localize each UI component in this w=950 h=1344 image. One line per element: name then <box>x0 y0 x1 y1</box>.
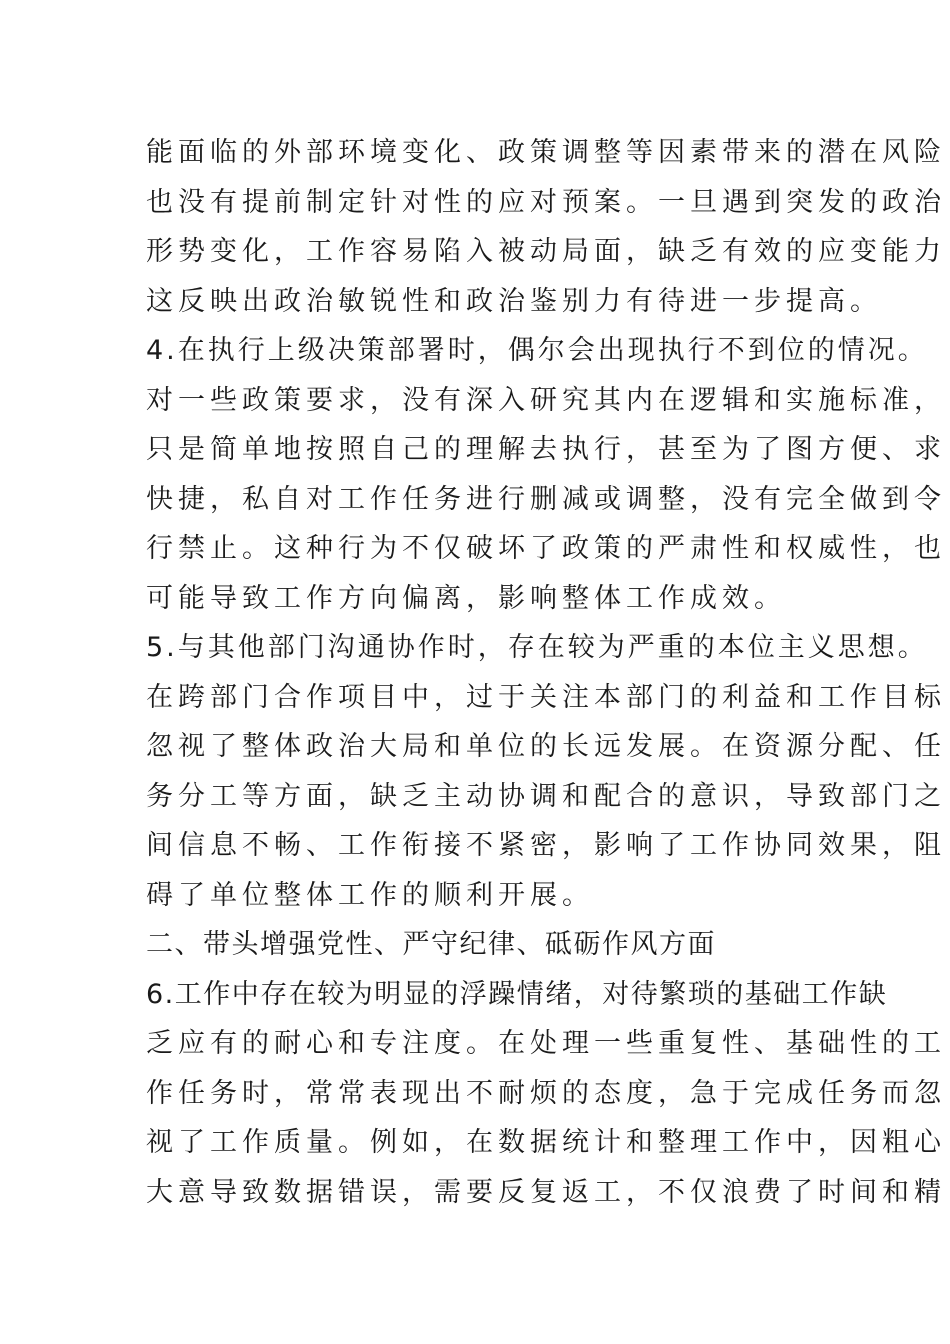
text-line: 忽视了整体政治大局和单位的长远发展。在资源分配、任 <box>146 731 946 762</box>
text-line: 作任务时，常常表现出不耐烦的态度，急于完成任务而忽 <box>146 1077 946 1109</box>
text-line: 形势变化，工作容易陷入被动局面，缺乏有效的应变能力 <box>146 236 946 267</box>
text-line: 务分工等方面，缺乏主动协调和配合的意识，导致部门之 <box>146 780 946 812</box>
list-item-heading: 5.与其他部门沟通协作时，存在较为严重的本位主义思想。 <box>146 632 928 663</box>
text-line: 快捷，私自对工作任务进行删减或调整，没有完全做到令 <box>146 483 946 515</box>
text-line: 对一些政策要求，没有深入研究其内在逻辑和实施标准， <box>146 384 946 416</box>
text-line: 只是简单地按照自己的理解去执行，甚至为了图方便、求 <box>146 434 946 465</box>
text-line: 乏应有的耐心和专注度。在处理一些重复性、基础性的工 <box>146 1028 946 1059</box>
section-heading: 二、带头增强党性、严守纪律、砥砺作风方面 <box>146 929 716 960</box>
text-line: 能面临的外部环境变化、政策调整等因素带来的潜在风险 <box>146 137 946 168</box>
list-item-heading: 4.在执行上级决策部署时，偶尔会出现执行不到位的情况。 <box>146 335 928 366</box>
text-line: 大意导致数据错误，需要反复返工，不仅浪费了时间和精 <box>146 1176 946 1208</box>
document-body <box>146 128 946 1217</box>
text-line: 行禁止。这种行为不仅破坏了政策的严肃性和权威性，也 <box>146 533 946 564</box>
text-line: 在跨部门合作项目中，过于关注本部门的利益和工作目标 <box>146 681 946 713</box>
text-line: 也没有提前制定针对性的应对预案。一旦遇到突发的政治 <box>146 186 946 218</box>
text-line: 视了工作质量。例如，在数据统计和整理工作中，因粗心 <box>146 1127 946 1158</box>
text-line: 这反映出政治敏锐性和政治鉴别力有待进一步提高。 <box>146 285 882 317</box>
list-item-heading: 6.工作中存在较为明显的浮躁情绪，对待繁琐的基础工作缺 <box>146 978 888 1010</box>
text-line: 碍了单位整体工作的顺利开展。 <box>146 879 594 911</box>
text-line: 间信息不畅、工作衔接不紧密，影响了工作协同效果，阻 <box>146 830 946 861</box>
text-line: 可能导致工作方向偏离，影响整体工作成效。 <box>146 582 786 614</box>
